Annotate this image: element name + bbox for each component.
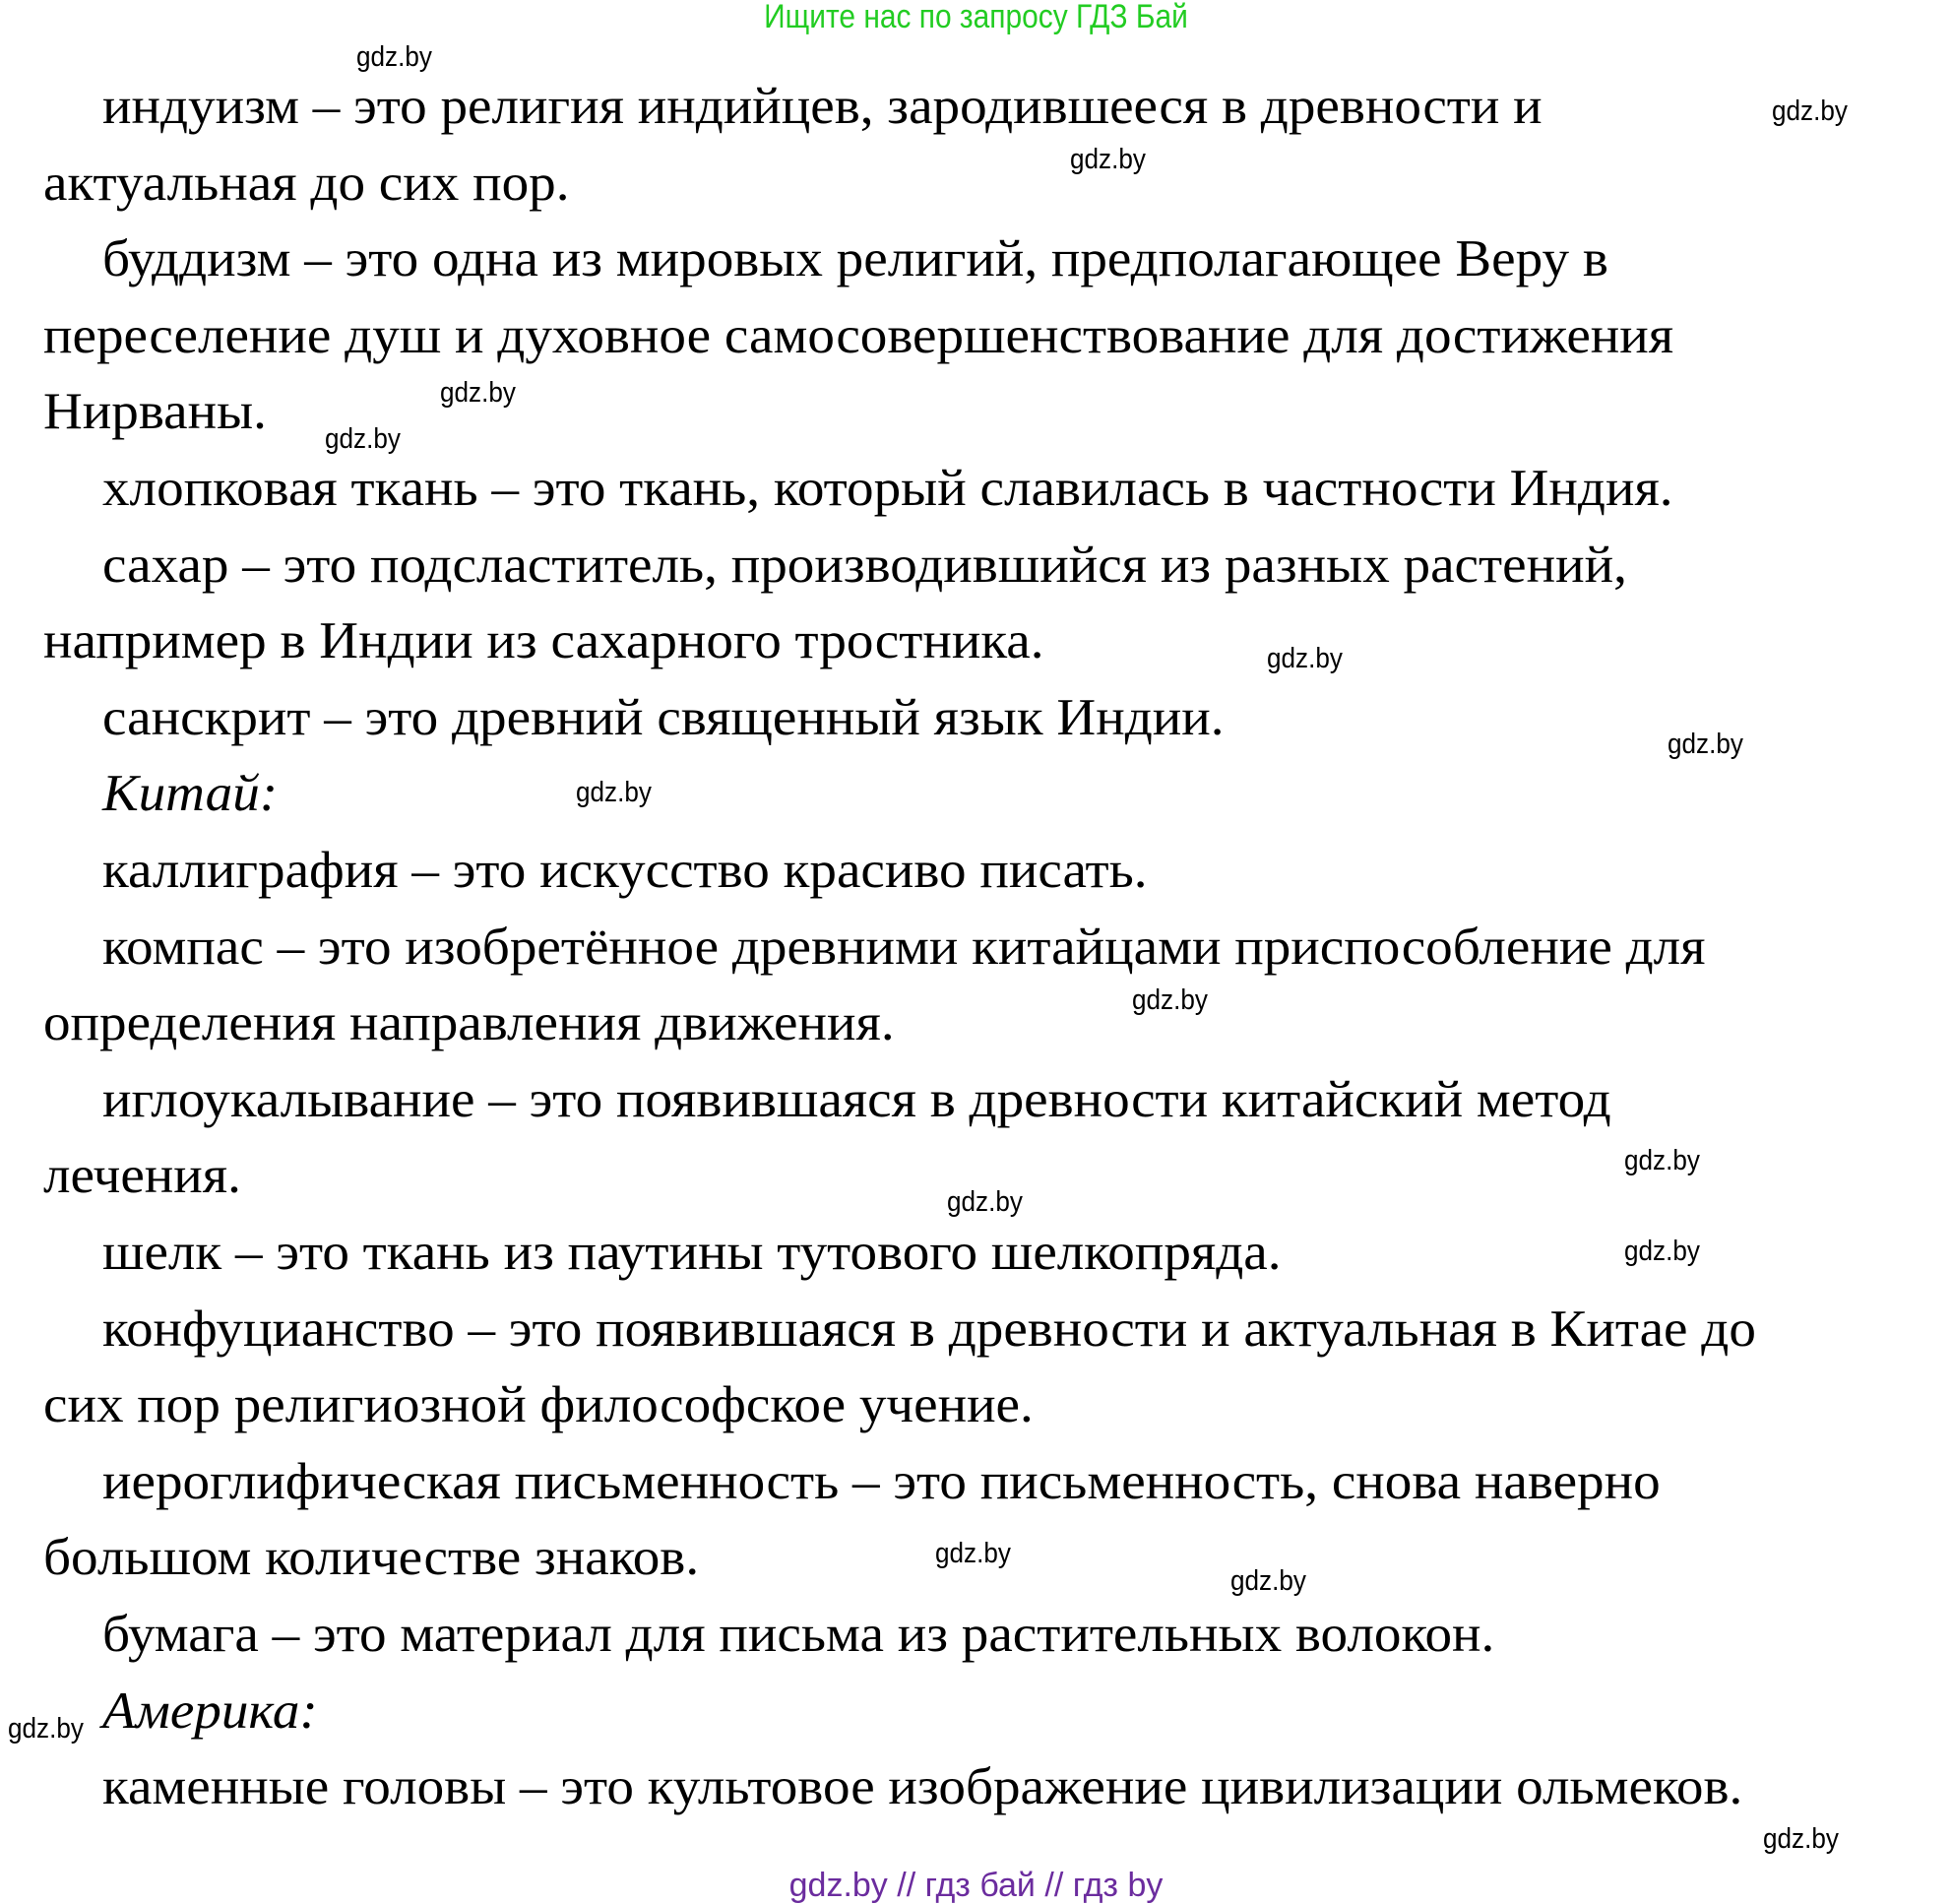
text-line: буддизм – это одна из мировых религий, предполагающее Веру в bbox=[102, 230, 1608, 288]
text-line: Нирваны. bbox=[43, 383, 267, 441]
watermark: gdz.by bbox=[1772, 95, 1848, 127]
text-line: например в Индии из сахарного тростника. bbox=[43, 612, 1044, 670]
text-line: индуизм – это религия индийцев, зародившееся в древности и bbox=[102, 78, 1543, 135]
watermark: gdz.by bbox=[1624, 1236, 1700, 1267]
text-line: каменные головы – это культовое изображение цивилизации ольмеков. bbox=[102, 1758, 1743, 1816]
watermark: gdz.by bbox=[1070, 144, 1146, 175]
watermark: gdz.by bbox=[8, 1713, 84, 1745]
text-line: компас – это изобретённое древними китайцами приспособление для bbox=[102, 918, 1706, 976]
watermark: gdz.by bbox=[576, 777, 652, 808]
header-banner: Ищите нас по запросу ГДЗ Бай bbox=[764, 0, 1188, 35]
watermark: gdz.by bbox=[1763, 1823, 1839, 1855]
text-line: определения направления движения. bbox=[43, 994, 895, 1052]
text-line: иглоукалывание – это появившаяся в древности китайский метод bbox=[102, 1070, 1611, 1128]
text-line: конфуцианство – это появившаяся в древности и актуальная в Китае до bbox=[102, 1300, 1756, 1358]
text-line: сих пор религиозной философское учение. bbox=[43, 1376, 1034, 1434]
watermark: gdz.by bbox=[935, 1538, 1011, 1569]
watermark: gdz.by bbox=[440, 377, 516, 409]
text-line: шелк – это ткань из паутины тутового шелкопряда. bbox=[102, 1224, 1282, 1281]
text-line: актуальная до сих пор. bbox=[43, 154, 570, 212]
text-line: санскрит – это древний священный язык Индии. bbox=[102, 688, 1225, 746]
text-line: каллиграфия – это искусство красиво писать. bbox=[102, 842, 1148, 899]
text-line: хлопковая ткань – это ткань, который славилась в частности Индия. bbox=[102, 460, 1673, 517]
watermark: gdz.by bbox=[356, 41, 432, 73]
watermark: gdz.by bbox=[1668, 729, 1743, 760]
text-line: иероглифическая письменность – это письменность, снова наверно bbox=[102, 1452, 1661, 1510]
watermark: gdz.by bbox=[325, 423, 401, 455]
text-line: бумага – это материал для письма из растительных волокон. bbox=[102, 1606, 1495, 1663]
watermark: gdz.by bbox=[947, 1186, 1023, 1218]
watermark: gdz.by bbox=[1267, 643, 1343, 674]
section-heading: Китай: bbox=[102, 765, 279, 823]
text-line: сахар – это подсластитель, производившийся из разных растений, bbox=[102, 536, 1627, 594]
watermark: gdz.by bbox=[1624, 1145, 1700, 1176]
watermark: gdz.by bbox=[1132, 984, 1208, 1016]
text-line: переселение душ и духовное самосовершенствование для достижения bbox=[43, 306, 1674, 364]
section-heading: Америка: bbox=[102, 1682, 318, 1740]
footer-banner: gdz.by // гдз бай // гдз by bbox=[788, 1867, 1164, 1904]
text-line: большом количестве знаков. bbox=[43, 1529, 700, 1587]
watermark: gdz.by bbox=[1230, 1565, 1306, 1597]
text-line: лечения. bbox=[43, 1147, 241, 1205]
